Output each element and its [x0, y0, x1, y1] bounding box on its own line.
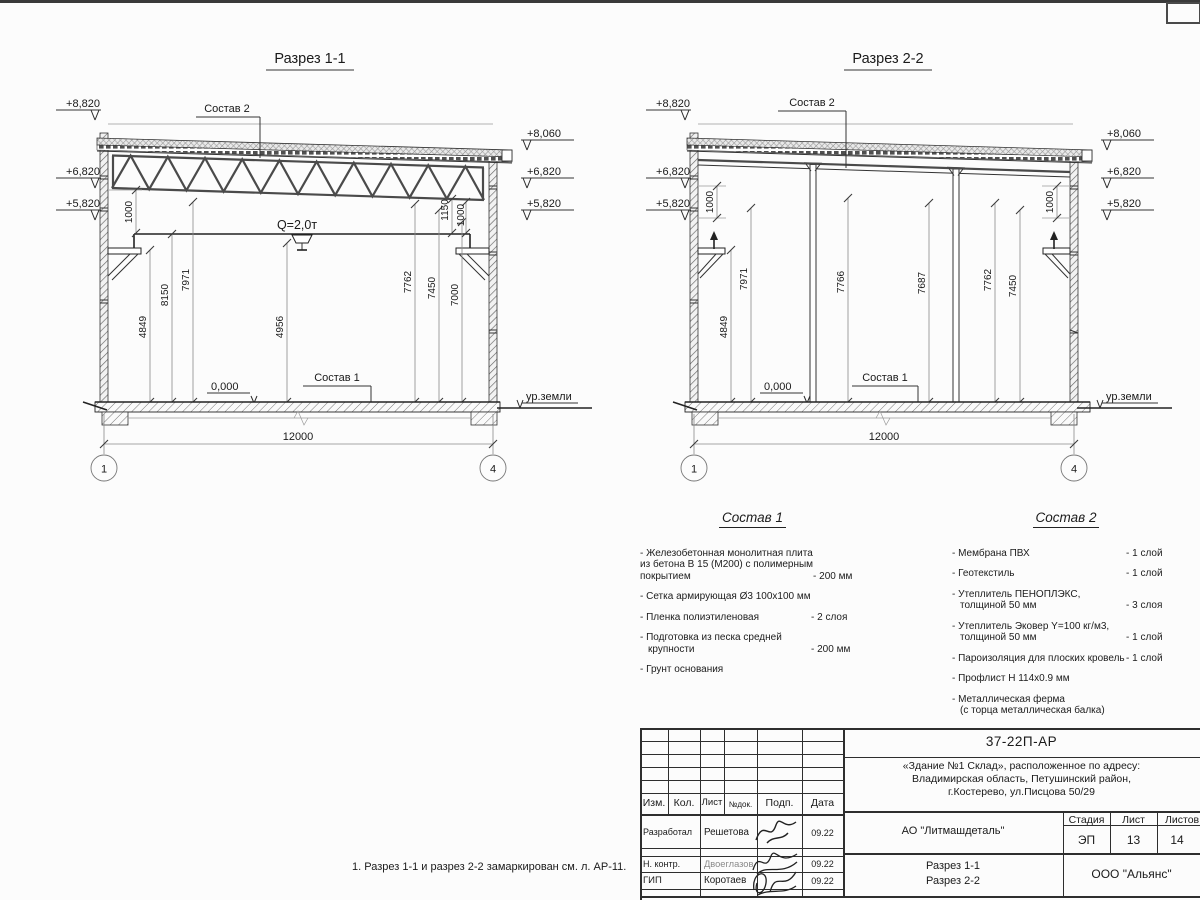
list-item: - Сетка армирующая Ø3 100х100 мм [640, 591, 811, 602]
svg-text:+6,820: +6,820 [527, 166, 561, 178]
section-2-2-title: Разрез 2-2 [852, 51, 924, 67]
wall-axis-1 [690, 133, 698, 412]
col-header-data: Дата [810, 797, 835, 809]
svg-text:+5,820: +5,820 [66, 198, 100, 210]
composition-list-2 [952, 512, 1180, 726]
svg-text:+6,820: +6,820 [656, 166, 690, 178]
svg-text:Состав 1: Состав 1 [862, 372, 908, 384]
name-developer: Решетова [704, 827, 749, 838]
list-item: - Грунт основания [640, 664, 724, 675]
svg-text:+8,060: +8,060 [1107, 128, 1141, 140]
dim-label: 1000 [124, 200, 135, 224]
dim-label: 1000 [705, 190, 716, 214]
svg-text:4: 4 [1070, 463, 1078, 476]
zero-level-mark [207, 381, 257, 403]
dim-label: 7971 [181, 268, 192, 292]
col-header-izm: Изм. [642, 797, 666, 809]
svg-text:Состав 2: Состав 2 [789, 97, 835, 109]
svg-text:Состав 1: Состав 1 [314, 372, 360, 384]
stage-label: Стадия [1068, 814, 1105, 826]
object-address-line1: «Здание №1 Склад», расположенное по адресу: [902, 760, 1141, 772]
corbels [108, 248, 489, 280]
date-developer: 09.22 [811, 828, 834, 838]
zero-level-mark [760, 381, 810, 403]
sostav2-callout [778, 97, 846, 168]
elevation-marks-left [56, 98, 101, 220]
composition-1-title: Состав 1 [640, 512, 865, 524]
title-block [640, 728, 1200, 900]
name-gip: Коротаев [704, 875, 747, 886]
svg-text:+5,820: +5,820 [527, 198, 561, 210]
roof-beam [698, 160, 1070, 177]
axis-bubbles [91, 455, 506, 481]
list-item: - Пароизоляция для плоских кровель - 1 слой [952, 652, 1163, 664]
signature-developer [753, 816, 799, 848]
wall-axis-4 [489, 150, 497, 412]
svg-text:12000: 12000 [282, 431, 314, 443]
object-address-line3: г.Костерево, ул.Писцова 50/29 [948, 786, 1095, 798]
svg-text:+8,820: +8,820 [66, 98, 100, 110]
dim-label: 4849 [138, 315, 149, 339]
role-normcontrol: Н. контр. [643, 859, 681, 869]
crane-beam [134, 218, 470, 250]
span-dimension [100, 414, 497, 454]
svg-text:+5,820: +5,820 [1107, 198, 1141, 210]
sheet-note: 1. Разрез 1-1 и разрез 2-2 замаркирован см. л. АР-11. [352, 861, 627, 873]
section-1-1-title: Разрез 1-1 [274, 51, 346, 67]
stage-value: ЭП [1077, 833, 1096, 847]
role-developer: Разработал [643, 827, 692, 837]
sostav1-callout [852, 372, 918, 403]
list-item: - Подготовка из песка средней крупности - 200 мм [640, 632, 851, 655]
sheet-label: Лист [1122, 814, 1145, 826]
svg-text:0,000: 0,000 [211, 381, 239, 393]
dim-label: 7687 [917, 271, 928, 295]
sostav1-callout [303, 372, 371, 403]
dim-label: 7762 [403, 270, 414, 294]
list-item: - Пленка полиэтиленовая - 2 слоя [640, 611, 848, 623]
object-address-line2: Владимирская область, Петушинский район, [911, 773, 1131, 785]
col-header-kol: Кол. [673, 797, 695, 809]
list-item: - Геотекстиль - 1 слой [952, 568, 1163, 579]
floor-and-ground [83, 391, 592, 425]
svg-text:+8,820: +8,820 [656, 98, 690, 110]
sheet-content-line2: Разрез 2-2 [925, 875, 980, 887]
sheet-content-line1: Разрез 1-1 [925, 860, 980, 872]
dim-label: 1000 [1045, 190, 1056, 214]
dim-label: 7766 [836, 270, 847, 294]
svg-text:1: 1 [690, 463, 698, 476]
list-item: - Утеплитель Эковер Y=100 кг/м3, толщиной 50 мм - 1 слой [952, 620, 1163, 643]
col-header-list: Лист [701, 797, 723, 808]
list-item: - Профлист Н 114х0.9 мм [952, 673, 1070, 684]
dim-label: 7762 [983, 268, 994, 292]
col-header-ndok: №док. [728, 800, 753, 809]
svg-text:12000: 12000 [868, 431, 900, 443]
svg-text:1: 1 [100, 463, 108, 476]
svg-text:+8,060: +8,060 [527, 128, 561, 140]
dim-label: 7450 [427, 276, 438, 300]
composition-list-1 [640, 512, 865, 685]
corbels-and-crane-rails [698, 231, 1070, 278]
crane-capacity-label: Q=2,0т [276, 218, 318, 232]
svg-text:0,000: 0,000 [764, 381, 792, 393]
svg-text:+6,820: +6,820 [1107, 166, 1141, 178]
svg-text:+5,820: +5,820 [656, 198, 690, 210]
svg-text:Состав 2: Состав 2 [204, 103, 250, 115]
date-gip: 09.22 [811, 876, 834, 886]
dim-label: 7000 [450, 283, 461, 307]
floor-and-ground [673, 391, 1172, 425]
sheet-value: 13 [1126, 833, 1141, 847]
dim-label: 7971 [739, 267, 750, 291]
axis-bubbles [681, 455, 1087, 481]
sheets-total-label: Листов [1165, 814, 1200, 826]
sheets-total-value: 14 [1170, 833, 1184, 847]
dim-label: 7450 [1008, 274, 1019, 298]
svg-text:4: 4 [489, 463, 497, 476]
steel-truss [112, 156, 484, 201]
wall-axis-4 [1070, 150, 1078, 412]
section-2-2 [646, 51, 1172, 481]
elevation-marks-right [1101, 128, 1154, 220]
dim-label: 4956 [275, 315, 286, 339]
col-header-podp: Подп. [765, 797, 794, 809]
interior-columns [804, 163, 965, 402]
roof-package [687, 138, 1092, 163]
dim-label: 8150 [160, 283, 171, 307]
signature-gip [748, 862, 800, 898]
customer-company: АО "Литмашдеталь" [901, 825, 1005, 837]
design-firm: ООО "Альянс" [1091, 867, 1172, 881]
role-gip: ГИП [643, 875, 662, 886]
elevation-marks-left [646, 98, 691, 220]
ground-level-label: ур.земли [526, 391, 572, 403]
doc-number: 37-22П-АР [985, 734, 1058, 749]
dim-label: 4849 [719, 315, 730, 339]
dim-label: 1150 [440, 199, 451, 221]
list-item: - Металлическая ферма (с торца металлическая балка) [952, 693, 1105, 716]
dim-label: 1000 [456, 203, 467, 227]
composition-2-title: Состав 2 [952, 512, 1180, 524]
date-normcontrol: 09.22 [811, 859, 834, 869]
section-1-1 [56, 51, 592, 481]
ground-level-label: ур.земли [1106, 391, 1152, 403]
list-item: - Мембрана ПВХ - 1 слой [952, 547, 1163, 559]
elevation-marks-right [521, 128, 574, 220]
name-normcontrol: Двоеглазов [704, 859, 754, 869]
list-item: - Железобетонная монолитная плита из бетона В 15 (М200) с полимерным покрытием - 200 мм [640, 547, 853, 582]
wall-axis-1 [100, 133, 108, 412]
list-item: - Утеплитель ПЕНОПЛЭКС, толщиной 50 мм - 3 слоя [952, 588, 1163, 611]
roof-package [97, 138, 512, 163]
svg-text:+6,820: +6,820 [66, 166, 100, 178]
